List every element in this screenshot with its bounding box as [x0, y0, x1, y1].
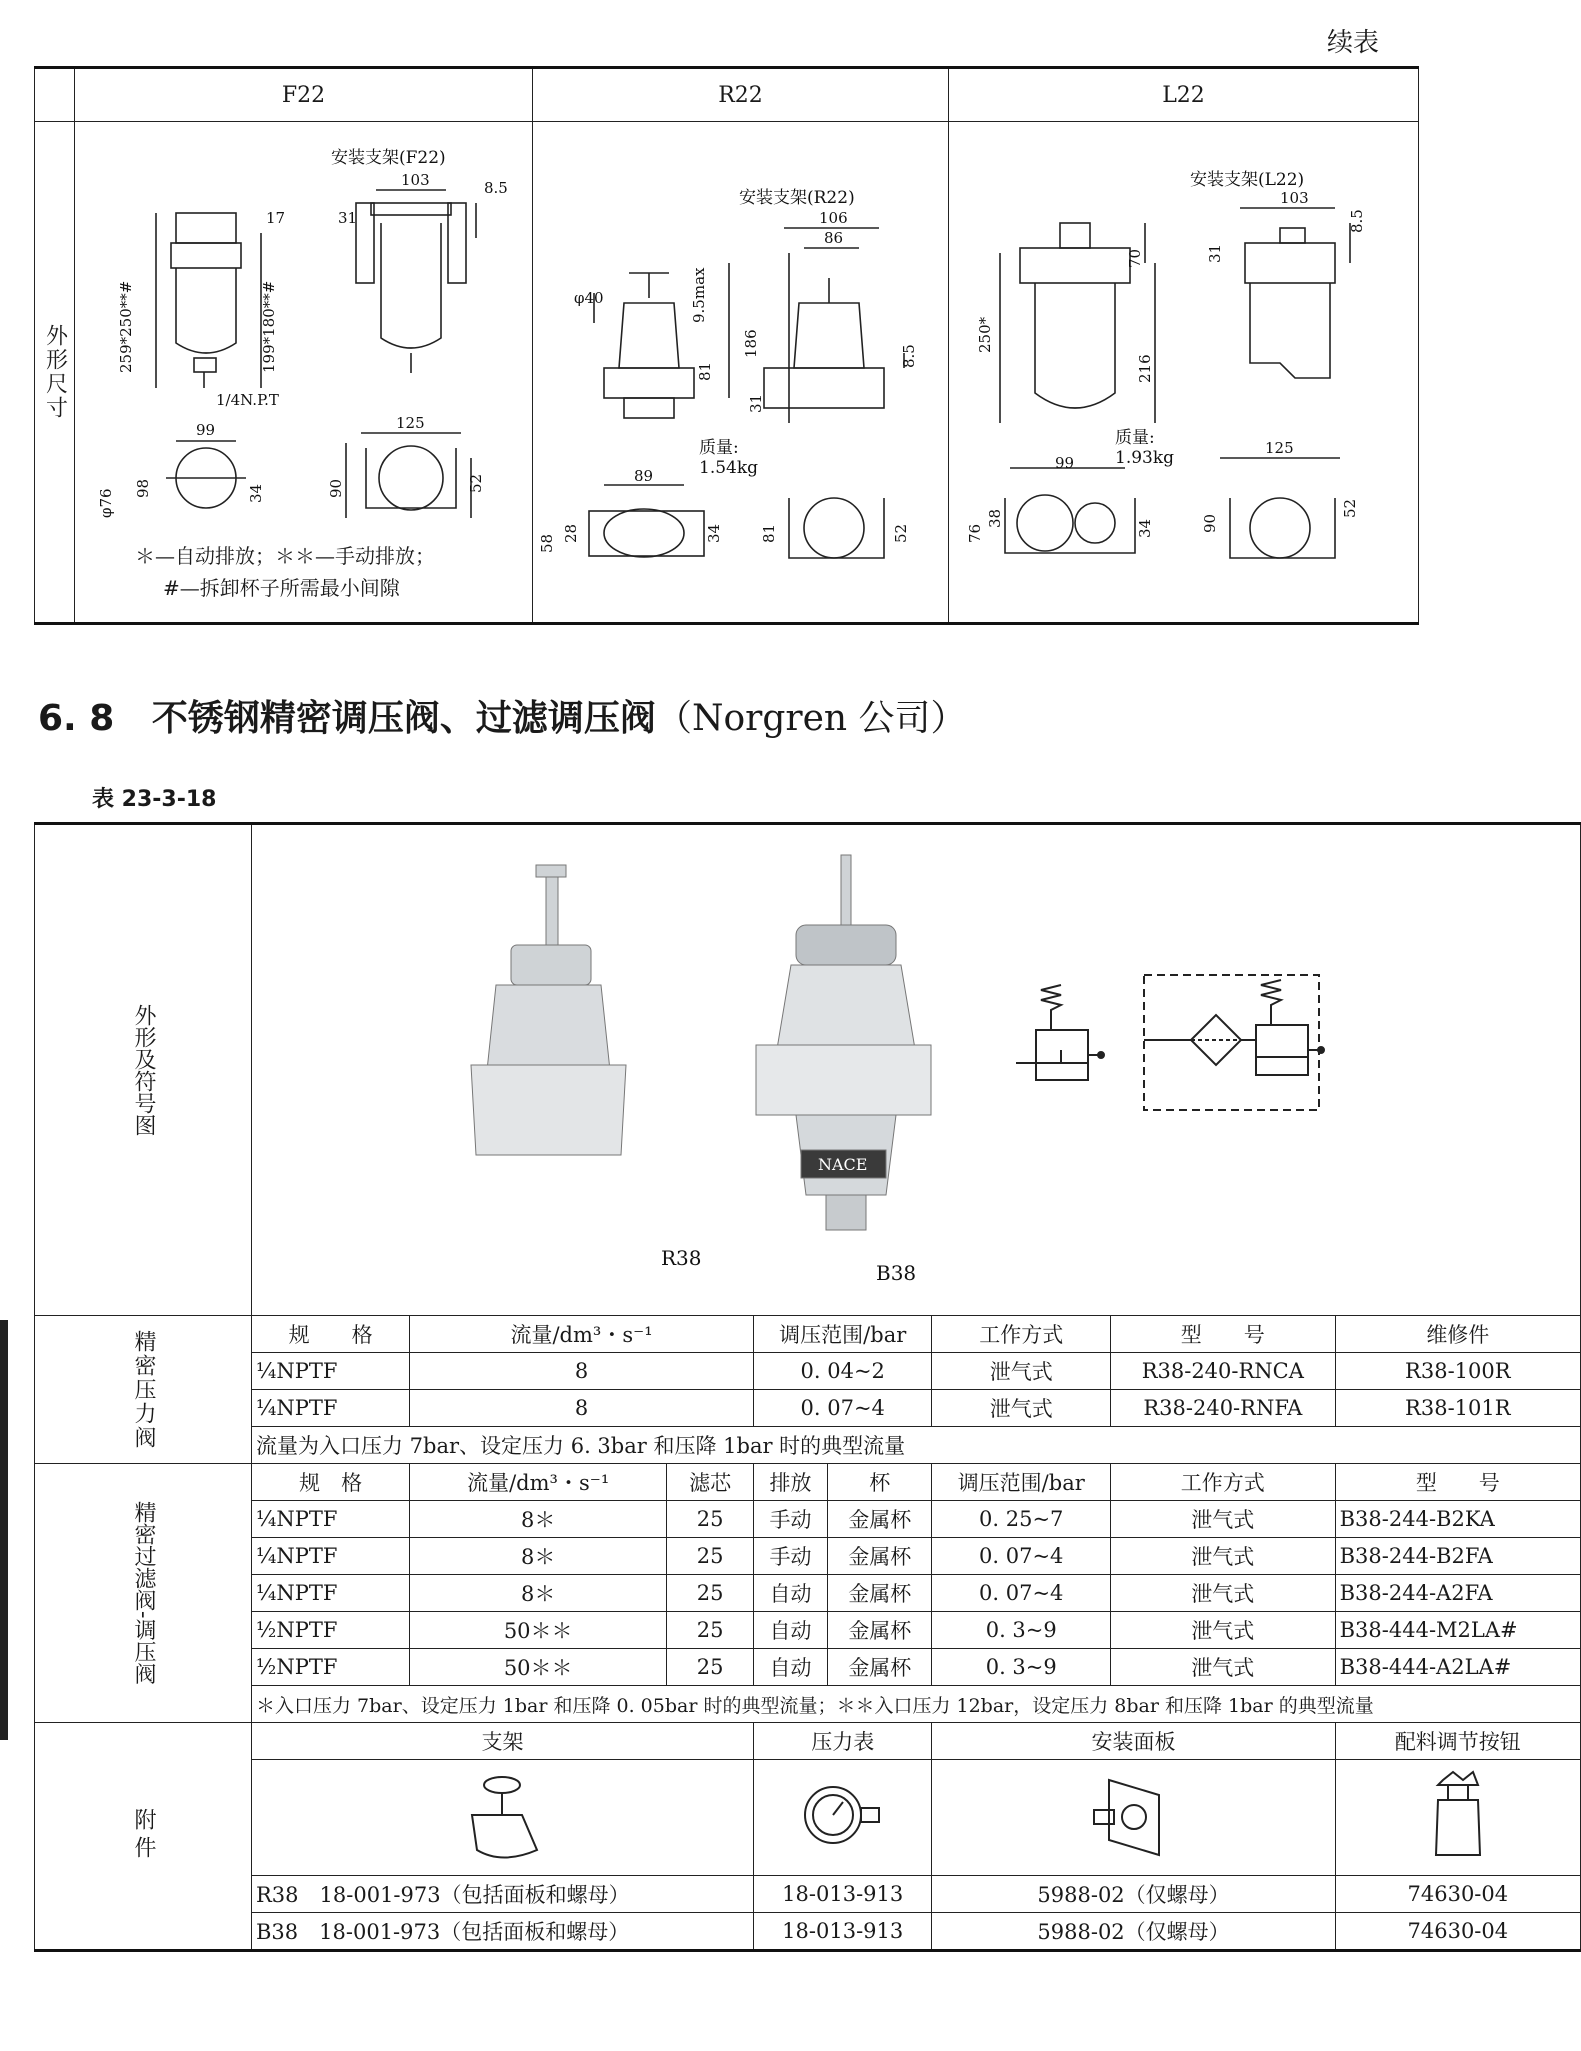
r22-mass-label: 质量: [699, 438, 739, 458]
r22-drawing [534, 123, 947, 621]
svg-text:52: 52 [1341, 498, 1359, 518]
blank-header-cell [35, 68, 75, 122]
svg-text:98: 98 [134, 478, 152, 498]
svg-text:103: 103 [401, 171, 430, 189]
fr-header-mode: 工作方式 [1110, 1464, 1335, 1501]
f22-note-1: ＊—自动排放；＊＊—手动排放； [135, 544, 435, 568]
reg-header-mode: 工作方式 [932, 1316, 1111, 1353]
acc-header-panel: 安装面板 [932, 1723, 1335, 1760]
section-heading: 不锈钢精密调压阀、过滤调压阀 [151, 698, 656, 739]
continuation-label: 续表 [1326, 28, 1379, 58]
svg-text:52: 52 [892, 523, 910, 543]
section-number: 6. 8 [38, 698, 115, 739]
adjust-knob-icon [1335, 1760, 1580, 1876]
svg-text:34: 34 [1136, 518, 1154, 538]
r38-image [471, 865, 626, 1155]
row-label-filter-regulator: 精密过滤阀-调压阀 [35, 1464, 252, 1723]
row-label-dimensions: 外形尺寸 [35, 122, 75, 624]
row-label-accessories: 附件 [35, 1723, 252, 1951]
table-row: ¼NPTF 8＊ 25 手动 金属杯 0. 25~7 泄气式 B38-244-B2KA [35, 1501, 1581, 1538]
svg-text:250*: 250* [976, 316, 994, 353]
regulator-symbol [1016, 985, 1104, 1080]
r22-mass: 1.54kg [699, 458, 759, 478]
row-label-regulator: 精密压力阀 [35, 1316, 252, 1464]
col-header-r22: R22 [533, 68, 949, 122]
svg-text:31: 31 [747, 393, 765, 413]
table-row: ¼NPTF 8＊ 25 自动 金属杯 0. 07~4 泄气式 B38-244-A2FA [35, 1575, 1581, 1612]
svg-text:186: 186 [742, 329, 760, 358]
svg-text:28: 28 [562, 523, 580, 543]
svg-text:125: 125 [1265, 439, 1294, 457]
svg-text:106: 106 [819, 209, 848, 227]
svg-text:φ40: φ40 [574, 289, 604, 307]
fr-header-model: 型 号 [1335, 1464, 1580, 1501]
col-header-l22: L22 [949, 68, 1419, 122]
fr-header-flow: 流量/dm³・s⁻¹ [410, 1464, 667, 1501]
bracket-icon [252, 1760, 754, 1876]
spec-table [34, 822, 1581, 1952]
pressure-gauge-icon [753, 1760, 932, 1876]
svg-text:φ76: φ76 [97, 488, 115, 518]
fr-header-drain: 排放 [753, 1464, 827, 1501]
table-row: ½NPTF 50＊＊ 25 自动 金属杯 0. 3~9 泄气式 B38-444-M2LA# [35, 1612, 1581, 1649]
svg-text:NACE: NACE [818, 1155, 868, 1174]
svg-text:8.5: 8.5 [484, 179, 508, 197]
f22-drawing-cell [75, 122, 533, 624]
svg-text:70: 70 [1126, 248, 1144, 268]
fr-header-bowl: 杯 [827, 1464, 932, 1501]
svg-text:90: 90 [327, 478, 345, 498]
svg-text:81: 81 [696, 361, 714, 381]
table-row: ¼NPTF 8 0. 07~4 泄气式 R38-240-RNFA R38-101R [35, 1390, 1581, 1427]
svg-text:8.5: 8.5 [1348, 209, 1366, 233]
svg-text:58: 58 [538, 533, 556, 553]
l22-bracket-title: 安装支架(L22) [1190, 170, 1305, 190]
reg-header-repair: 维修件 [1335, 1316, 1580, 1353]
svg-text:81: 81 [760, 523, 778, 543]
svg-text:34: 34 [247, 483, 265, 503]
svg-text:216: 216 [1136, 354, 1154, 383]
r22-bracket-title: 安装支架(R22) [739, 188, 855, 208]
svg-text:199*180**#: 199*180**# [260, 280, 278, 373]
fr-header-spec: 规 格 [252, 1464, 410, 1501]
acc-header-bracket: 支架 [252, 1723, 754, 1760]
svg-text:17: 17 [266, 209, 286, 227]
reg-header-model: 型 号 [1110, 1316, 1335, 1353]
reg-header-flow: 流量/dm³・s⁻¹ [410, 1316, 754, 1353]
svg-text:31: 31 [338, 209, 358, 227]
svg-text:259*250**#: 259*250**# [117, 280, 135, 373]
filter-regulator-symbol [1144, 975, 1324, 1110]
acc-header-gauge: 压力表 [753, 1723, 932, 1760]
table-row: B38 18-001-973（包括面板和螺母） 18-013-913 5988-02（仅螺母） 74630-04 [35, 1913, 1581, 1951]
table-row: R38 18-001-973（包括面板和螺母） 18-013-913 5988-02（仅螺母） 74630-04 [35, 1876, 1581, 1913]
reg-header-spec: 规 格 [252, 1316, 410, 1353]
section-company: （Norgren 公司） [655, 698, 967, 739]
l22-mass-label: 质量: [1115, 428, 1155, 448]
svg-text:31: 31 [1206, 243, 1224, 263]
svg-text:38: 38 [986, 508, 1004, 528]
svg-text:9.5max: 9.5max [690, 267, 708, 323]
table-row: ¼NPTF 8 0. 04~2 泄气式 R38-240-RNCA R38-100R [35, 1353, 1581, 1390]
svg-text:34: 34 [705, 523, 723, 543]
svg-text:86: 86 [824, 229, 844, 247]
table-row: ¼NPTF 8＊ 25 手动 金属杯 0. 07~4 泄气式 B38-244-B2FA [35, 1538, 1581, 1575]
mounting-panel-icon [932, 1760, 1335, 1876]
svg-text:1/4N.P.T: 1/4N.P.T [216, 391, 279, 409]
fr-header-range: 调压范围/bar [932, 1464, 1111, 1501]
regulator-note: 流量为入口压力 7bar、设定压力 6. 3bar 和压降 1bar 时的典型流量 [252, 1427, 1581, 1464]
page-edge-bar [0, 1320, 8, 1740]
l22-drawing [950, 123, 1417, 621]
table-row: ½NPTF 50＊＊ 25 自动 金属杯 0. 3~9 泄气式 B38-444-A2LA# [35, 1649, 1581, 1686]
f22-bracket-title: 安装支架(F22) [331, 148, 446, 168]
table-caption: 表 23-3-18 [92, 787, 217, 812]
svg-text:103: 103 [1280, 189, 1309, 207]
product-images [256, 825, 1576, 1315]
col-header-f22: F22 [75, 68, 533, 122]
f22-note-2: #—拆卸杯子所需最小间隙 [163, 576, 400, 600]
svg-text:99: 99 [1055, 454, 1075, 472]
svg-text:8.5: 8.5 [900, 344, 918, 368]
svg-text:125: 125 [396, 414, 425, 432]
svg-text:89: 89 [634, 467, 654, 485]
l22-mass: 1.93kg [1115, 448, 1175, 468]
fr-header-element: 滤芯 [667, 1464, 754, 1501]
svg-text:99: 99 [196, 421, 216, 439]
svg-text:76: 76 [966, 523, 984, 543]
reg-header-range: 调压范围/bar [753, 1316, 932, 1353]
r22-drawing-cell [533, 122, 949, 624]
photo-cell [252, 824, 1581, 1316]
acc-header-knob: 配料调节按钮 [1335, 1723, 1580, 1760]
row-label-photo: 外形及符号图 [35, 824, 252, 1316]
svg-text:90: 90 [1201, 513, 1219, 533]
dimensions-table [34, 66, 1419, 625]
svg-text:52: 52 [467, 473, 485, 493]
caption-r38: R38 [661, 1246, 702, 1270]
filter-regulator-note: ＊入口压力 7bar、设定压力 1bar 和压降 0. 05bar 时的典型流量；＊＊入口压力 12bar，设定压力 8bar 和压降 1bar 的典型流量 [252, 1686, 1581, 1723]
l22-drawing-cell [949, 122, 1419, 624]
section-title [38, 690, 967, 741]
caption-b38: B38 [876, 1261, 917, 1285]
